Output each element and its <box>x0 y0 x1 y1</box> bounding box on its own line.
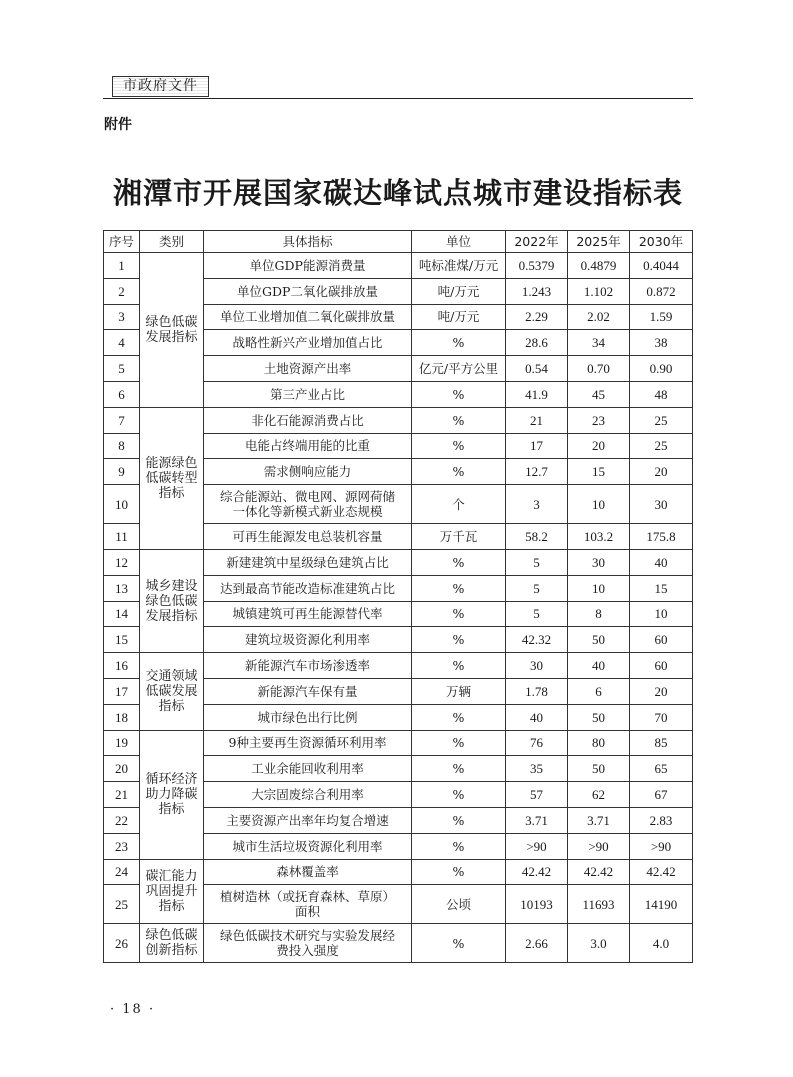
document-type-tag: 市政府文件 <box>112 76 209 97</box>
table-row <box>104 549 693 575</box>
indicator-line: 费投入强度 <box>276 943 339 959</box>
category-line: 城乡建设 <box>145 578 198 594</box>
indicator-line: 一体化等新模式新业态规模 <box>232 504 383 520</box>
row-number: 25 <box>104 885 140 924</box>
value-2022: 17 <box>506 433 568 459</box>
value-2030: 65 <box>630 756 693 782</box>
value-2025: 42.42 <box>568 859 630 885</box>
category-cell <box>140 653 204 730</box>
value-2030: 0.90 <box>630 356 693 382</box>
unit-cell: 吨/万元 <box>412 278 506 304</box>
indicator-name: 工业余能回收利用率 <box>204 756 412 782</box>
table-row <box>104 653 693 679</box>
unit-cell: % <box>412 704 506 730</box>
value-2025: 45 <box>568 381 630 407</box>
category-cell <box>140 549 204 652</box>
value-2022: 30 <box>506 653 568 679</box>
value-2022: 58.2 <box>506 524 568 550</box>
value-2022: 12.7 <box>506 459 568 485</box>
unit-cell: % <box>412 782 506 808</box>
unit-cell: % <box>412 807 506 833</box>
col-header-2030: 2030年 <box>630 231 693 253</box>
row-number: 14 <box>104 601 140 627</box>
value-2025: 15 <box>568 459 630 485</box>
category-cell <box>140 730 204 859</box>
unit-cell: % <box>412 549 506 575</box>
unit-cell: 亿元/平方公里 <box>412 356 506 382</box>
row-number: 11 <box>104 524 140 550</box>
indicator-name: 新建建筑中星级绿色建筑占比 <box>204 549 412 575</box>
value-2030: 10 <box>630 601 693 627</box>
indicator-name: 单位GDP能源消费量 <box>204 253 412 279</box>
table-row <box>104 859 693 885</box>
value-2025: 80 <box>568 730 630 756</box>
value-2025: 1.102 <box>568 278 630 304</box>
row-number: 15 <box>104 627 140 653</box>
value-2030: 15 <box>630 575 693 601</box>
value-2030: 70 <box>630 704 693 730</box>
indicator-name: 新能源汽车市场渗透率 <box>204 653 412 679</box>
value-2022: 1.243 <box>506 278 568 304</box>
value-2025: 8 <box>568 601 630 627</box>
value-2030: 4.0 <box>630 924 693 963</box>
attachment-label: 附件 <box>104 117 132 133</box>
row-number: 17 <box>104 678 140 704</box>
unit-cell: 个 <box>412 485 506 524</box>
unit-cell: % <box>412 859 506 885</box>
value-2025: 40 <box>568 653 630 679</box>
indicator-name: 第三产业占比 <box>204 381 412 407</box>
indicator-name: 城镇建筑可再生能源替代率 <box>204 601 412 627</box>
category-line: 指标 <box>158 802 185 818</box>
indicator-line: 综合能源站、微电网、源网荷储 <box>219 489 395 505</box>
category-line: 碳汇能力 <box>145 868 198 884</box>
indicator-name: 新能源汽车保有量 <box>204 678 412 704</box>
category-line: 能源绿色 <box>145 455 198 471</box>
unit-cell: % <box>412 381 506 407</box>
value-2030: 60 <box>630 653 693 679</box>
category-line: 发展指标 <box>145 608 198 624</box>
value-2025: 2.02 <box>568 304 630 330</box>
value-2022: 5 <box>506 575 568 601</box>
unit-cell: % <box>412 601 506 627</box>
row-number: 22 <box>104 807 140 833</box>
value-2022: 5 <box>506 601 568 627</box>
value-2030: 48 <box>630 381 693 407</box>
row-number: 2 <box>104 278 140 304</box>
category-line: 创新指标 <box>145 943 198 959</box>
indicator-table <box>103 230 693 963</box>
value-2022: 5 <box>506 549 568 575</box>
value-2030: 175.8 <box>630 524 693 550</box>
row-number: 6 <box>104 381 140 407</box>
value-2022: 0.54 <box>506 356 568 382</box>
unit-cell: % <box>412 407 506 433</box>
category-line: 指标 <box>158 485 185 501</box>
value-2025: 11693 <box>568 885 630 924</box>
value-2030: 85 <box>630 730 693 756</box>
row-number: 7 <box>104 407 140 433</box>
col-header-category: 类别 <box>140 231 204 253</box>
unit-cell: % <box>412 924 506 963</box>
table-header-row <box>104 231 693 253</box>
indicator-name: 城市生活垃圾资源化利用率 <box>204 833 412 859</box>
category-cell <box>140 253 204 408</box>
value-2030: 60 <box>630 627 693 653</box>
category-line: 发展指标 <box>145 329 198 345</box>
row-number: 1 <box>104 253 140 279</box>
value-2022: 2.66 <box>506 924 568 963</box>
indicator-name: 主要资源产出率年均复合增速 <box>204 807 412 833</box>
unit-cell: 吨标准煤/万元 <box>412 253 506 279</box>
unit-cell: 吨/万元 <box>412 304 506 330</box>
row-number: 5 <box>104 356 140 382</box>
value-2025: 30 <box>568 549 630 575</box>
unit-cell: % <box>412 730 506 756</box>
value-2025: 103.2 <box>568 524 630 550</box>
row-number: 23 <box>104 833 140 859</box>
value-2030: 14190 <box>630 885 693 924</box>
value-2025: 23 <box>568 407 630 433</box>
row-number: 16 <box>104 653 140 679</box>
row-number: 18 <box>104 704 140 730</box>
unit-cell: % <box>412 433 506 459</box>
row-number: 10 <box>104 485 140 524</box>
indicator-name: 单位GDP二氧化碳排放量 <box>204 278 412 304</box>
unit-cell: % <box>412 330 506 356</box>
indicator-name: 城市绿色出行比例 <box>204 704 412 730</box>
indicator-line: 植树造林（或抚育森林、草原） <box>219 889 395 905</box>
unit-cell: 公顷 <box>412 885 506 924</box>
row-number: 8 <box>104 433 140 459</box>
value-2025: 3.71 <box>568 807 630 833</box>
unit-cell: % <box>412 459 506 485</box>
value-2022: 3.71 <box>506 807 568 833</box>
value-2022: 0.5379 <box>506 253 568 279</box>
value-2030: 30 <box>630 485 693 524</box>
category-line: 循环经济 <box>145 772 198 788</box>
value-2022: 42.32 <box>506 627 568 653</box>
category-line: 指标 <box>158 898 185 914</box>
category-line: 绿色低碳 <box>145 593 198 609</box>
category-line: 助力降碳 <box>145 787 198 803</box>
col-header-2022: 2022年 <box>506 231 568 253</box>
category-line: 巩固提升 <box>145 883 198 899</box>
col-header-2025: 2025年 <box>568 231 630 253</box>
unit-cell: 万辆 <box>412 678 506 704</box>
value-2030: 20 <box>630 459 693 485</box>
row-number: 19 <box>104 730 140 756</box>
indicator-name: 9种主要再生资源循环利用率 <box>204 730 412 756</box>
value-2022: >90 <box>506 833 568 859</box>
value-2022: 41.9 <box>506 381 568 407</box>
indicator-name: 建筑垃圾资源化利用率 <box>204 627 412 653</box>
category-line: 低碳发展 <box>145 683 198 699</box>
value-2022: 2.29 <box>506 304 568 330</box>
value-2025: 50 <box>568 756 630 782</box>
category-line: 低碳转型 <box>145 470 198 486</box>
value-2022: 76 <box>506 730 568 756</box>
row-number: 3 <box>104 304 140 330</box>
value-2030: 42.42 <box>630 859 693 885</box>
value-2030: 25 <box>630 433 693 459</box>
indicator-name: 土地资源产出率 <box>204 356 412 382</box>
value-2025: 20 <box>568 433 630 459</box>
indicator-name: 战略性新兴产业增加值占比 <box>204 330 412 356</box>
value-2022: 35 <box>506 756 568 782</box>
row-number: 20 <box>104 756 140 782</box>
indicator-name: 电能占终端用能的比重 <box>204 433 412 459</box>
row-number: 21 <box>104 782 140 808</box>
indicator-name: 森林覆盖率 <box>204 859 412 885</box>
unit-cell: % <box>412 833 506 859</box>
category-line: 绿色低碳 <box>145 928 198 944</box>
indicator-name <box>204 885 412 924</box>
indicator-name <box>204 924 412 963</box>
value-2025: 0.4879 <box>568 253 630 279</box>
value-2022: 10193 <box>506 885 568 924</box>
category-cell <box>140 407 204 549</box>
col-header-unit: 单位 <box>412 231 506 253</box>
table-row <box>104 253 693 279</box>
value-2022: 21 <box>506 407 568 433</box>
category-cell <box>140 924 204 963</box>
value-2025: 6 <box>568 678 630 704</box>
page-title: 湘潭市开展国家碳达峰试点城市建设指标表 <box>112 176 683 210</box>
value-2022: 57 <box>506 782 568 808</box>
page-number: · 18 · <box>110 1002 156 1017</box>
value-2025: 3.0 <box>568 924 630 963</box>
indicator-name: 可再生能源发电总装机容量 <box>204 524 412 550</box>
value-2022: 3 <box>506 485 568 524</box>
category-line: 交通领域 <box>145 668 198 684</box>
value-2030: >90 <box>630 833 693 859</box>
unit-cell: % <box>412 653 506 679</box>
indicator-name: 达到最高节能改造标准建筑占比 <box>204 575 412 601</box>
table-row <box>104 407 693 433</box>
value-2022: 42.42 <box>506 859 568 885</box>
row-number: 26 <box>104 924 140 963</box>
row-number: 24 <box>104 859 140 885</box>
value-2030: 2.83 <box>630 807 693 833</box>
value-2022: 40 <box>506 704 568 730</box>
value-2030: 67 <box>630 782 693 808</box>
row-number: 9 <box>104 459 140 485</box>
value-2030: 1.59 <box>630 304 693 330</box>
unit-cell: % <box>412 627 506 653</box>
indicator-name: 单位工业增加值二氧化碳排放量 <box>204 304 412 330</box>
value-2022: 28.6 <box>506 330 568 356</box>
unit-cell: % <box>412 575 506 601</box>
value-2025: 10 <box>568 575 630 601</box>
indicator-name: 需求侧响应能力 <box>204 459 412 485</box>
value-2025: 62 <box>568 782 630 808</box>
value-2022: 1.78 <box>506 678 568 704</box>
value-2030: 38 <box>630 330 693 356</box>
value-2025: >90 <box>568 833 630 859</box>
category-line: 绿色低碳 <box>145 314 198 330</box>
category-line: 指标 <box>158 698 185 714</box>
row-number: 12 <box>104 549 140 575</box>
unit-cell: 万千瓦 <box>412 524 506 550</box>
col-header-indicator: 具体指标 <box>204 231 412 253</box>
header-rule <box>103 98 693 99</box>
category-cell <box>140 859 204 924</box>
row-number: 4 <box>104 330 140 356</box>
indicator-name <box>204 485 412 524</box>
table-row <box>104 730 693 756</box>
value-2025: 10 <box>568 485 630 524</box>
table-row <box>104 924 693 963</box>
value-2025: 0.70 <box>568 356 630 382</box>
value-2025: 50 <box>568 627 630 653</box>
value-2025: 34 <box>568 330 630 356</box>
value-2030: 0.872 <box>630 278 693 304</box>
indicator-line: 面积 <box>294 904 320 920</box>
indicator-line: 绿色低碳技术研究与实验发展经 <box>219 928 395 944</box>
row-number: 13 <box>104 575 140 601</box>
value-2025: 50 <box>568 704 630 730</box>
col-header-no: 序号 <box>104 231 140 253</box>
unit-cell: % <box>412 756 506 782</box>
indicator-name: 非化石能源消费占比 <box>204 407 412 433</box>
value-2030: 20 <box>630 678 693 704</box>
value-2030: 40 <box>630 549 693 575</box>
value-2030: 25 <box>630 407 693 433</box>
indicator-name: 大宗固废综合利用率 <box>204 782 412 808</box>
value-2030: 0.4044 <box>630 253 693 279</box>
